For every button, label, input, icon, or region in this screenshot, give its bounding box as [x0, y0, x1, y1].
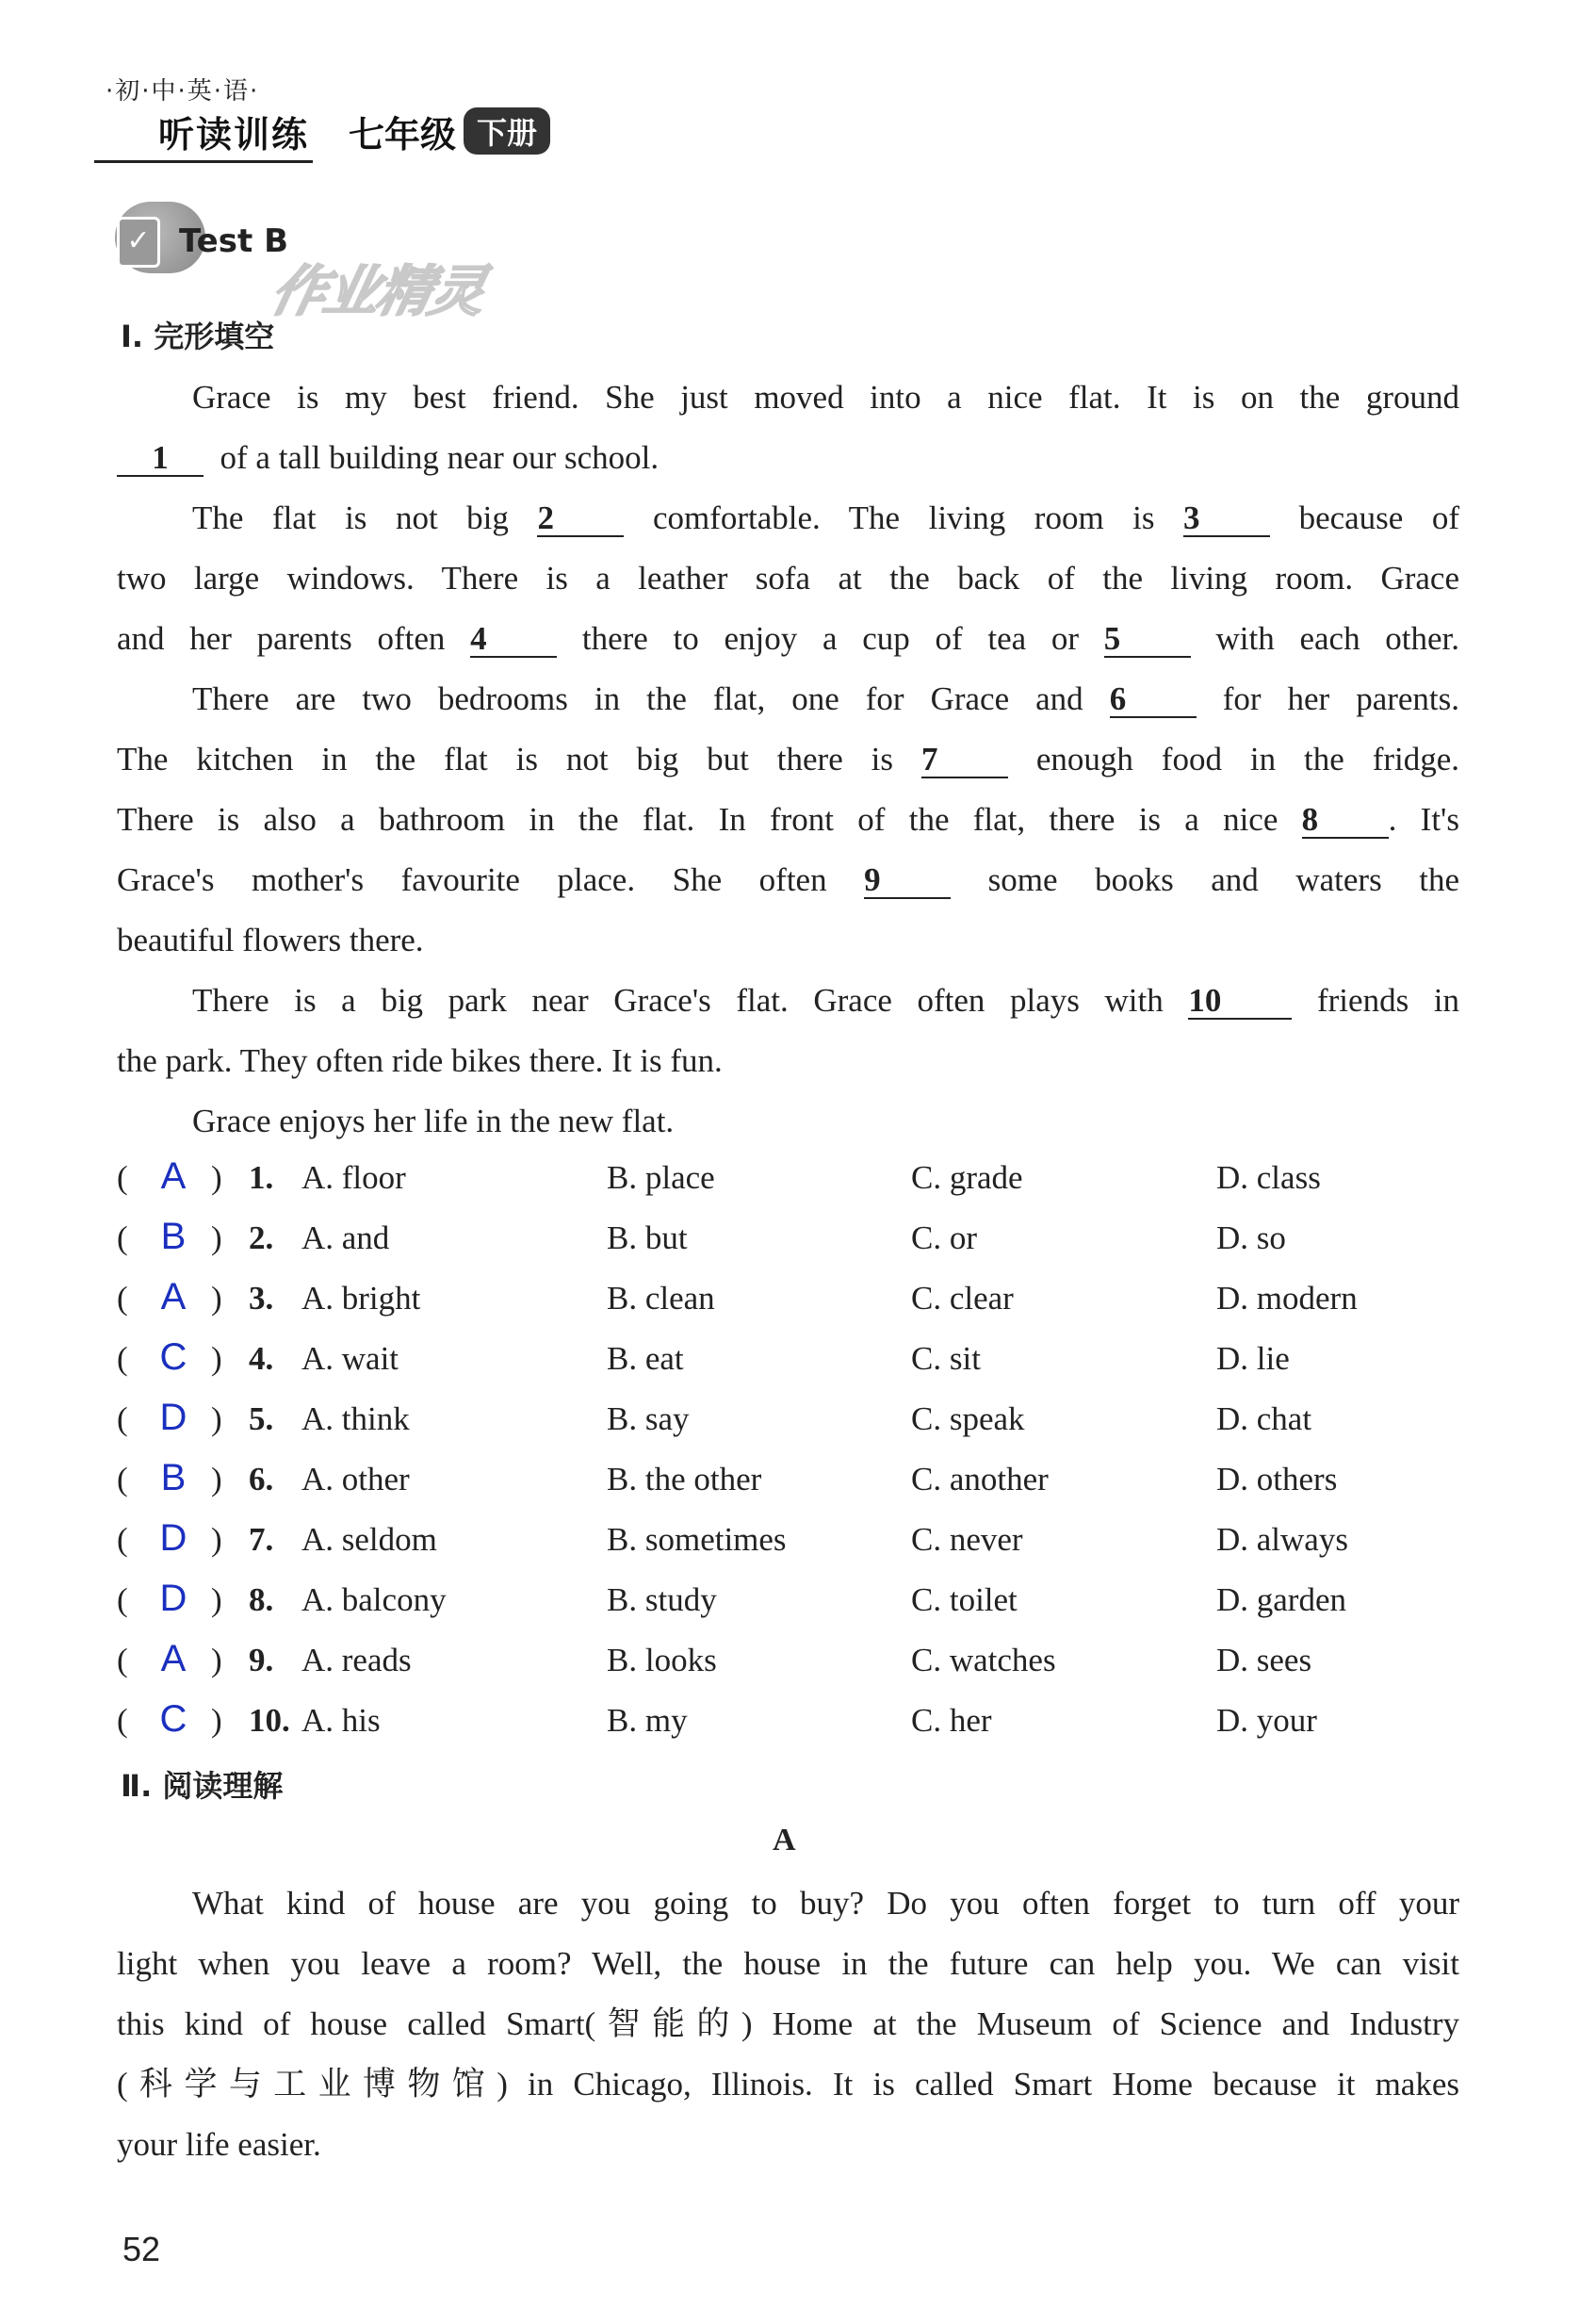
option-b: B. clean [607, 1280, 715, 1317]
question-number: 6. [249, 1461, 274, 1497]
blank-2: 2 [537, 501, 624, 537]
option-a: A. wait [301, 1340, 399, 1377]
option-c: C. another [911, 1461, 1049, 1497]
volume-badge: 下册 [464, 107, 550, 155]
paren-right: ) [211, 1461, 222, 1497]
answer-mark: D [159, 1578, 187, 1619]
question-number: 4. [249, 1340, 274, 1377]
question-row [117, 1397, 1474, 1446]
blank-8: 8 [1302, 803, 1389, 839]
question-number: 9. [249, 1642, 274, 1678]
option-b: B. eat [607, 1340, 684, 1377]
answer-mark: C [159, 1336, 187, 1378]
option-a: A. balcony [301, 1581, 447, 1618]
option-d: D. so [1216, 1219, 1286, 1256]
paren-right: ) [211, 1159, 222, 1196]
question-row [117, 1578, 1474, 1627]
passage-line: There is also a bathroom in the flat. In front of the flat, there is a nice 8 . It's [117, 801, 1459, 838]
option-b: B. looks [607, 1642, 717, 1678]
passage-line: and her parents often 4 there to enjoy a cup of tea or 5 with each other. [117, 620, 1460, 657]
question-row [117, 1336, 1474, 1385]
option-d: D. class [1216, 1159, 1321, 1196]
paren-left: ( [117, 1340, 128, 1377]
answer-mark: A [160, 1276, 187, 1317]
blank-10: 10 [1188, 984, 1292, 1020]
paren-left: ( [117, 1400, 128, 1437]
answer-mark: D [159, 1517, 187, 1559]
question-number: 3. [249, 1280, 274, 1317]
paren-right: ) [211, 1219, 222, 1256]
question-row [117, 1155, 1474, 1204]
header-underline [94, 160, 313, 163]
passage-line: Grace's mother's favourite place. She often 9 some books and waters the [117, 861, 1459, 898]
answer-mark: A [160, 1638, 187, 1679]
option-c: C. sit [911, 1340, 981, 1377]
paren-right: ) [211, 1521, 222, 1558]
blank-7: 7 [921, 743, 1008, 778]
option-c: C. speak [911, 1400, 1025, 1437]
passage-line: your life easier. [117, 2126, 321, 2163]
option-d: D. lie [1216, 1340, 1290, 1377]
passage-line: 1 of a tall building near our school. [117, 437, 1459, 479]
paren-right: ) [211, 1400, 222, 1437]
blank-9: 9 [864, 863, 951, 899]
question-row [117, 1276, 1474, 1325]
option-d: D. modern [1216, 1280, 1358, 1317]
paren-left: ( [117, 1521, 128, 1558]
passage-line: There is a big park near Grace's flat. Grace often plays with 10 friends in [192, 982, 1460, 1019]
option-a: A. his [301, 1702, 381, 1739]
option-d: D. others [1216, 1461, 1338, 1497]
paren-left: ( [117, 1581, 128, 1618]
question-number: 7. [249, 1521, 274, 1558]
paren-right: ) [211, 1642, 222, 1678]
option-b: B. my [607, 1702, 688, 1739]
answer-mark: B [160, 1457, 187, 1498]
option-c: C. never [911, 1521, 1023, 1558]
option-a: A. floor [301, 1159, 406, 1196]
option-b: B. sometimes [607, 1521, 787, 1558]
option-d: D. always [1216, 1521, 1348, 1558]
paren-left: ( [117, 1280, 128, 1317]
option-d: D. sees [1216, 1642, 1312, 1678]
option-b: B. the other [607, 1461, 762, 1497]
question-number: 1. [249, 1159, 274, 1196]
grade-label: 七年级 [349, 114, 457, 155]
question-row [117, 1517, 1474, 1566]
option-b: B. study [607, 1581, 717, 1618]
option-a: A. think [301, 1400, 410, 1437]
option-b: B. but [607, 1219, 688, 1256]
blank-5: 5 [1104, 622, 1191, 658]
page-number: 52 [122, 2230, 161, 2268]
answer-mark: D [159, 1397, 187, 1438]
passage-line: Grace is my best friend. She just moved into a nice flat. It is on the ground [192, 379, 1459, 416]
paren-right: ) [211, 1340, 222, 1377]
passage-line: The flat is not big 2 comfortable. The living room is 3 because of [192, 499, 1459, 536]
option-b: B. place [607, 1159, 715, 1196]
passage-label: A [773, 1823, 796, 1857]
question-row [117, 1457, 1474, 1506]
series-title: ·初·中·英·语· [106, 77, 260, 106]
paren-left: ( [117, 1159, 128, 1196]
passage-line: What kind of house are you going to buy? Do you often forget to turn off your [192, 1885, 1459, 1922]
paren-left: ( [117, 1642, 128, 1678]
answer-mark: A [160, 1155, 187, 1197]
blank-4: 4 [470, 622, 557, 658]
watermark: 作业精灵 [265, 259, 491, 323]
option-c: C. toilet [911, 1581, 1018, 1618]
paren-left: ( [117, 1219, 128, 1256]
option-a: A. bright [301, 1280, 421, 1317]
blank-1: 1 [117, 441, 204, 477]
question-number: 10. [249, 1702, 290, 1739]
section1-heading: Ⅰ. 完形填空 [121, 319, 275, 354]
option-c: C. or [911, 1219, 977, 1256]
test-label: Test B [179, 222, 288, 260]
answer-mark: C [159, 1698, 187, 1740]
option-c: C. her [911, 1702, 992, 1739]
option-b: B. say [607, 1400, 690, 1437]
book-title: 听读训练 [158, 114, 310, 155]
option-a: A. and [301, 1219, 390, 1256]
passage-line: light when you leave a room? Well, the house in the future can help you. We can visit [117, 1945, 1459, 1982]
question-row [117, 1698, 1474, 1747]
paren-right: ) [211, 1280, 222, 1317]
option-d: D. your [1216, 1702, 1317, 1739]
question-row [117, 1638, 1474, 1687]
option-c: C. watches [911, 1642, 1056, 1678]
paren-right: ) [211, 1581, 222, 1618]
option-d: D. garden [1216, 1581, 1347, 1618]
answer-mark: B [160, 1216, 187, 1257]
passage-line: The kitchen in the flat is not big but there is 7 enough food in the fridge. [117, 741, 1460, 777]
paren-right: ) [211, 1702, 222, 1739]
question-number: 5. [249, 1400, 274, 1437]
question-row [117, 1216, 1474, 1265]
option-a: A. seldom [301, 1521, 437, 1558]
option-a: A. other [301, 1461, 410, 1497]
paren-left: ( [117, 1702, 128, 1739]
passage-line: (科学与工业博物馆) in Chicago, Illinois. It is called Smart Home because it makes [117, 2066, 1459, 2102]
blank-3: 3 [1183, 501, 1270, 537]
passage-line: the park. They often ride bikes there. It is fun. [117, 1042, 723, 1079]
passage-line: Grace enjoys her life in the new flat. [192, 1103, 675, 1139]
passage-line: two large windows. There is a leather sofa at the back of the living room. Grace [117, 560, 1459, 597]
question-number: 2. [249, 1219, 274, 1256]
passage-line: this kind of house called Smart(智能的) Home at the Museum of Science and Industry [117, 2005, 1459, 2042]
paren-left: ( [117, 1461, 128, 1497]
blank-6: 6 [1110, 682, 1197, 718]
option-d: D. chat [1216, 1400, 1312, 1437]
passage-line: beautiful flowers there. [117, 922, 424, 958]
question-number: 8. [249, 1581, 274, 1618]
section2-heading: Ⅱ. 阅读理解 [121, 1768, 284, 1804]
passage-line: There are two bedrooms in the flat, one for Grace and 6 for her parents. [192, 680, 1460, 717]
option-a: A. reads [301, 1642, 412, 1678]
option-c: C. grade [911, 1159, 1023, 1196]
checklist-icon: ✓ [117, 217, 160, 268]
option-c: C. clear [911, 1280, 1014, 1317]
